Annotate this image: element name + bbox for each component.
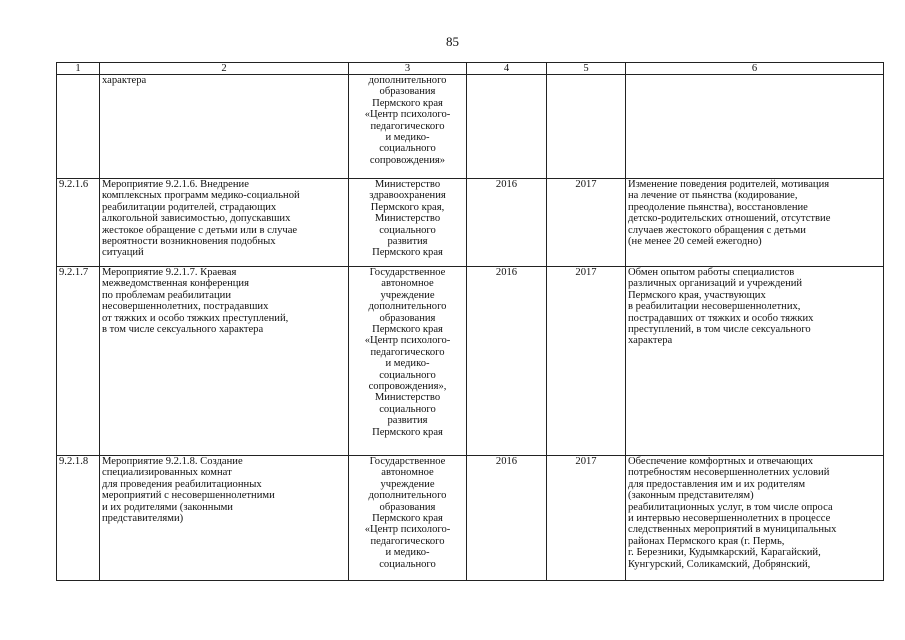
measure-name: Мероприятие 9.2.1.8. Создание специализированных комнат для проведения реабилитационных мероприятий с несовершеннолетними и их родителями (законными представителями) — [100, 456, 349, 581]
column-number: 4 — [467, 63, 547, 75]
table-row — [57, 456, 884, 581]
measure-executor: Государственное автономное учреждение дополнительного образования Пермского края «Центр психолого- педагогического и медико- социального — [349, 456, 467, 581]
measure-start-year — [467, 75, 547, 179]
measure-result: Изменение поведения родителей, мотивация на лечение от пьянства (кодирование, преодоление пьянства), восстановление детско-родительских отношений, отсутствие случаев жестокого обращения с детьми (не менее 20 семей ежегодно) — [626, 179, 884, 267]
measure-name: Мероприятие 9.2.1.7. Краевая межведомственная конференция по проблемам реабилитации несовершеннолетних, пострадавших от тяжких и особо тяжких преступлений, в том числе сексуального характера — [100, 267, 349, 456]
measure-number: 9.2.1.8 — [57, 456, 100, 581]
measure-result — [626, 75, 884, 179]
table-row — [57, 179, 884, 267]
column-number: 1 — [57, 63, 100, 75]
measure-executor: Государственное автономное учреждение дополнительного образования Пермского края «Центр психолого- педагогического и медико- социального сопровождения», Министерство социального развития Пермского края — [349, 267, 467, 456]
measure-start-year: 2016 — [467, 179, 547, 267]
measure-end-year: 2017 — [547, 267, 626, 456]
measure-end-year — [547, 75, 626, 179]
measure-end-year: 2017 — [547, 456, 626, 581]
measure-start-year: 2016 — [467, 267, 547, 456]
measure-result: Обмен опытом работы специалистов различных организаций и учреждений Пермского края, участвующих в реабилитации несовершеннолетних, пострадавших от тяжких и особо тяжких преступлений, в том числе сексуального характера — [626, 267, 884, 456]
measure-name: Мероприятие 9.2.1.6. Внедрение комплексных программ медико-социальной реабилитации родителей, страдающих алкогольной зависимостью, допускавших жестокое обращение с детьми или в случае вероятности возникновения подобных ситуаций — [100, 179, 349, 267]
measure-start-year: 2016 — [467, 456, 547, 581]
measures-table — [56, 62, 884, 581]
page-number: 85 — [446, 34, 459, 49]
measure-number: 9.2.1.7 — [57, 267, 100, 456]
column-number-row — [57, 63, 884, 75]
measure-number — [57, 75, 100, 179]
table-row — [57, 267, 884, 456]
measure-name: характера — [100, 75, 349, 179]
measure-result: Обеспечение комфортных и отвечающих потребностям несовершеннолетних условий для предоставления им и их родителям (законным представителям) реабилитационных услуг, в том числе опроса и интервью несовершеннолетних в процессе следственных мероприятий в муниципальных районах Пермского края (г. Пермь, г. Березники, Кудымкарский, Карагайский, Кунгурский, Соликамский, Добрянский, — [626, 456, 884, 581]
table-row — [57, 75, 884, 179]
column-number: 6 — [626, 63, 884, 75]
measure-number: 9.2.1.6 — [57, 179, 100, 267]
column-number: 2 — [100, 63, 349, 75]
measure-executor: Министерство здравоохранения Пермского края, Министерство социального развития Пермского края — [349, 179, 467, 267]
measure-executor: дополнительного образования Пермского края «Центр психолого- педагогического и медико- социального сопровождения» — [349, 75, 467, 179]
measure-end-year: 2017 — [547, 179, 626, 267]
column-number: 3 — [349, 63, 467, 75]
column-number: 5 — [547, 63, 626, 75]
